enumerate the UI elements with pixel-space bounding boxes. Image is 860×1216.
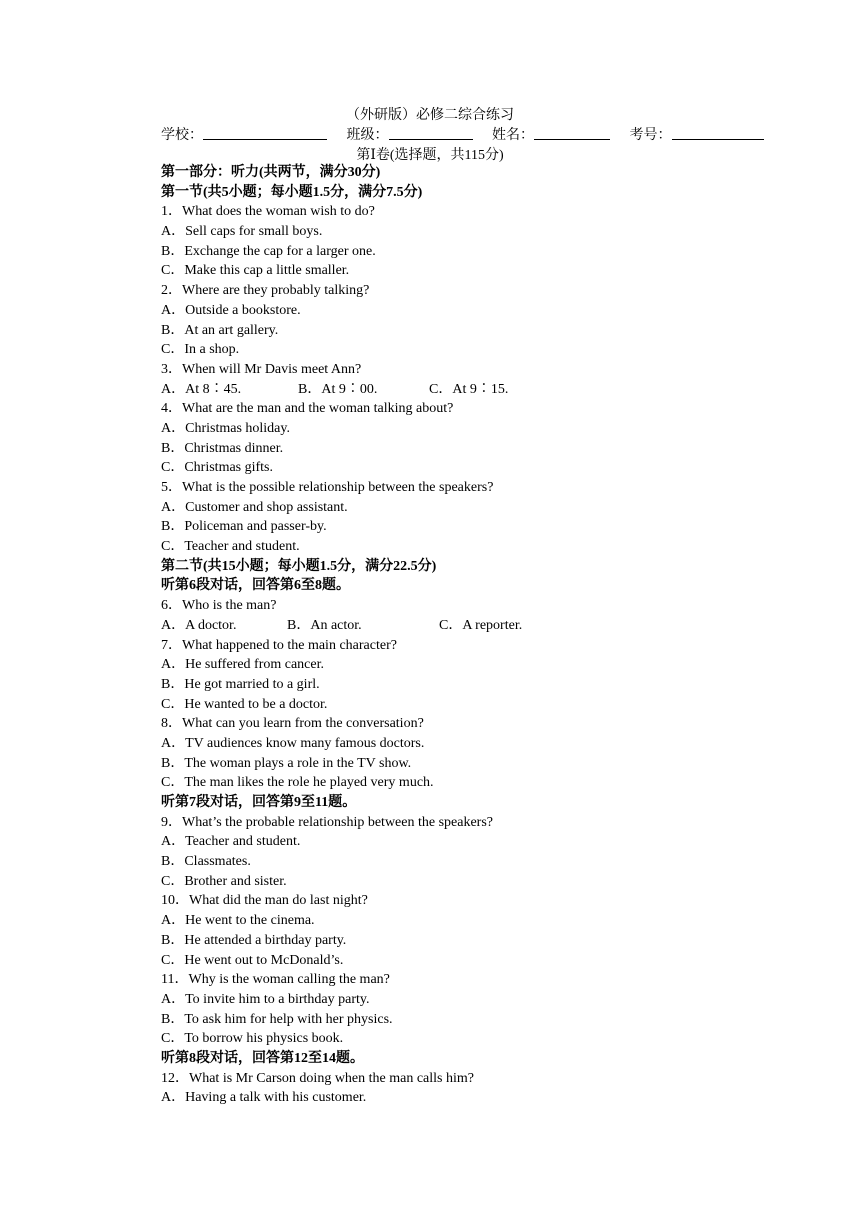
options-row bbox=[161, 616, 761, 636]
option-c: C．To borrow his physics book. bbox=[161, 1031, 344, 1047]
option-a: A．He went to the cinema. bbox=[161, 913, 315, 929]
option-b: B．The woman plays a role in the TV show. bbox=[161, 755, 412, 771]
question-text: 7．What happened to the main character? bbox=[161, 637, 397, 653]
question-text: 4．What are the man and the woman talking about? bbox=[161, 401, 454, 417]
class-blank[interactable] bbox=[389, 125, 473, 140]
options-row bbox=[161, 380, 761, 400]
option-c: C．Make this cap a little smaller. bbox=[161, 263, 350, 279]
dialogue-heading: 听第6段对话，回答第6至8题。 bbox=[161, 578, 350, 594]
option-a: A．He suffered from cancer. bbox=[161, 657, 325, 673]
option-c: C．At 9∶15. bbox=[429, 381, 509, 397]
option-a: A．At 8∶45. bbox=[161, 381, 242, 397]
option-c: C．He wanted to be a doctor. bbox=[161, 696, 328, 712]
question-text: 12．What is Mr Carson doing when the man calls him? bbox=[161, 1070, 474, 1086]
question-text: 11．Why is the woman calling the man? bbox=[161, 972, 390, 988]
student-info-row bbox=[161, 124, 733, 144]
question-text: 5．What is the possible relationship between the speakers? bbox=[161, 480, 494, 495]
option-b: B．He attended a birthday party. bbox=[161, 932, 347, 948]
option-a: A．Outside a bookstore. bbox=[161, 302, 301, 318]
option-a: A．TV audiences know many famous doctors. bbox=[161, 735, 425, 751]
option-c: C．In a shop. bbox=[161, 342, 240, 358]
option-b: B．Christmas dinner. bbox=[161, 440, 284, 456]
dialogue-heading: 听第8段对话，回答第12至14题。 bbox=[161, 1050, 364, 1066]
option-a: A．Christmas holiday. bbox=[161, 420, 290, 436]
option-c: C．A reporter. bbox=[439, 617, 523, 633]
option-b: B．To ask him for help with her physics. bbox=[161, 1011, 393, 1027]
part-heading: 第一部分：听力(共两节，满分30分) bbox=[161, 165, 381, 180]
school-blank[interactable] bbox=[203, 125, 327, 140]
option-a: A．Sell caps for small boys. bbox=[161, 224, 323, 240]
question-text: 8．What can you learn from the conversation? bbox=[161, 716, 424, 732]
option-b: B．Classmates. bbox=[161, 854, 251, 870]
option-a: A．Teacher and student. bbox=[161, 834, 301, 850]
name-label: 姓名： bbox=[492, 128, 534, 143]
exam-no-blank[interactable] bbox=[672, 125, 764, 140]
question-text: 1．What does the woman wish to do? bbox=[161, 204, 375, 220]
option-a: A．A doctor. bbox=[161, 617, 237, 633]
question-text: 10．What did the man do last night? bbox=[161, 893, 368, 909]
option-c: C．Teacher and student. bbox=[161, 539, 300, 555]
section-heading: 第二节(共15小题；每小题1.5分，满分22.5分) bbox=[161, 558, 437, 574]
exam-no-label: 考号： bbox=[629, 128, 672, 143]
option-b: B．Exchange the cap for a larger one. bbox=[161, 243, 376, 259]
question-text: 9．What’s the probable relationship between the speakers? bbox=[161, 814, 493, 830]
option-b: B．At 9∶00. bbox=[298, 381, 378, 397]
class-label: 班级： bbox=[346, 128, 389, 143]
option-b: B．An actor. bbox=[287, 617, 362, 633]
document-title: （外研版）必修二综合练习 bbox=[346, 108, 514, 123]
dialogue-heading: 听第7段对话，回答第9至11题。 bbox=[161, 795, 357, 810]
section-title: 第Ⅰ卷(选择题，共115分) bbox=[356, 148, 504, 163]
option-b: B．At an art gallery. bbox=[161, 322, 279, 338]
option-b: B．He got married to a girl. bbox=[161, 676, 320, 692]
option-a: A．To invite him to a birthday party. bbox=[161, 991, 370, 1007]
question-text: 2．Where are they probably talking? bbox=[161, 283, 370, 299]
option-b: B．Policeman and passer-by. bbox=[161, 519, 327, 535]
option-c: C．The man likes the role he played very much. bbox=[161, 775, 434, 791]
option-a: A．Having a talk with his customer. bbox=[161, 1090, 367, 1106]
option-c: C．Brother and sister. bbox=[161, 873, 287, 889]
question-text: 6．Who is the man? bbox=[161, 598, 277, 614]
option-c: C．He went out to McDonald’s. bbox=[161, 952, 344, 968]
school-label: 学校： bbox=[161, 128, 203, 143]
option-c: C．Christmas gifts. bbox=[161, 460, 274, 476]
question-list bbox=[161, 163, 761, 1108]
question-text: 3．When will Mr Davis meet Ann? bbox=[161, 361, 362, 377]
name-blank[interactable] bbox=[534, 125, 610, 140]
option-a: A．Customer and shop assistant. bbox=[161, 499, 348, 515]
section-heading: 第一节(共5小题；每小题1.5分，满分7.5分) bbox=[161, 184, 423, 200]
